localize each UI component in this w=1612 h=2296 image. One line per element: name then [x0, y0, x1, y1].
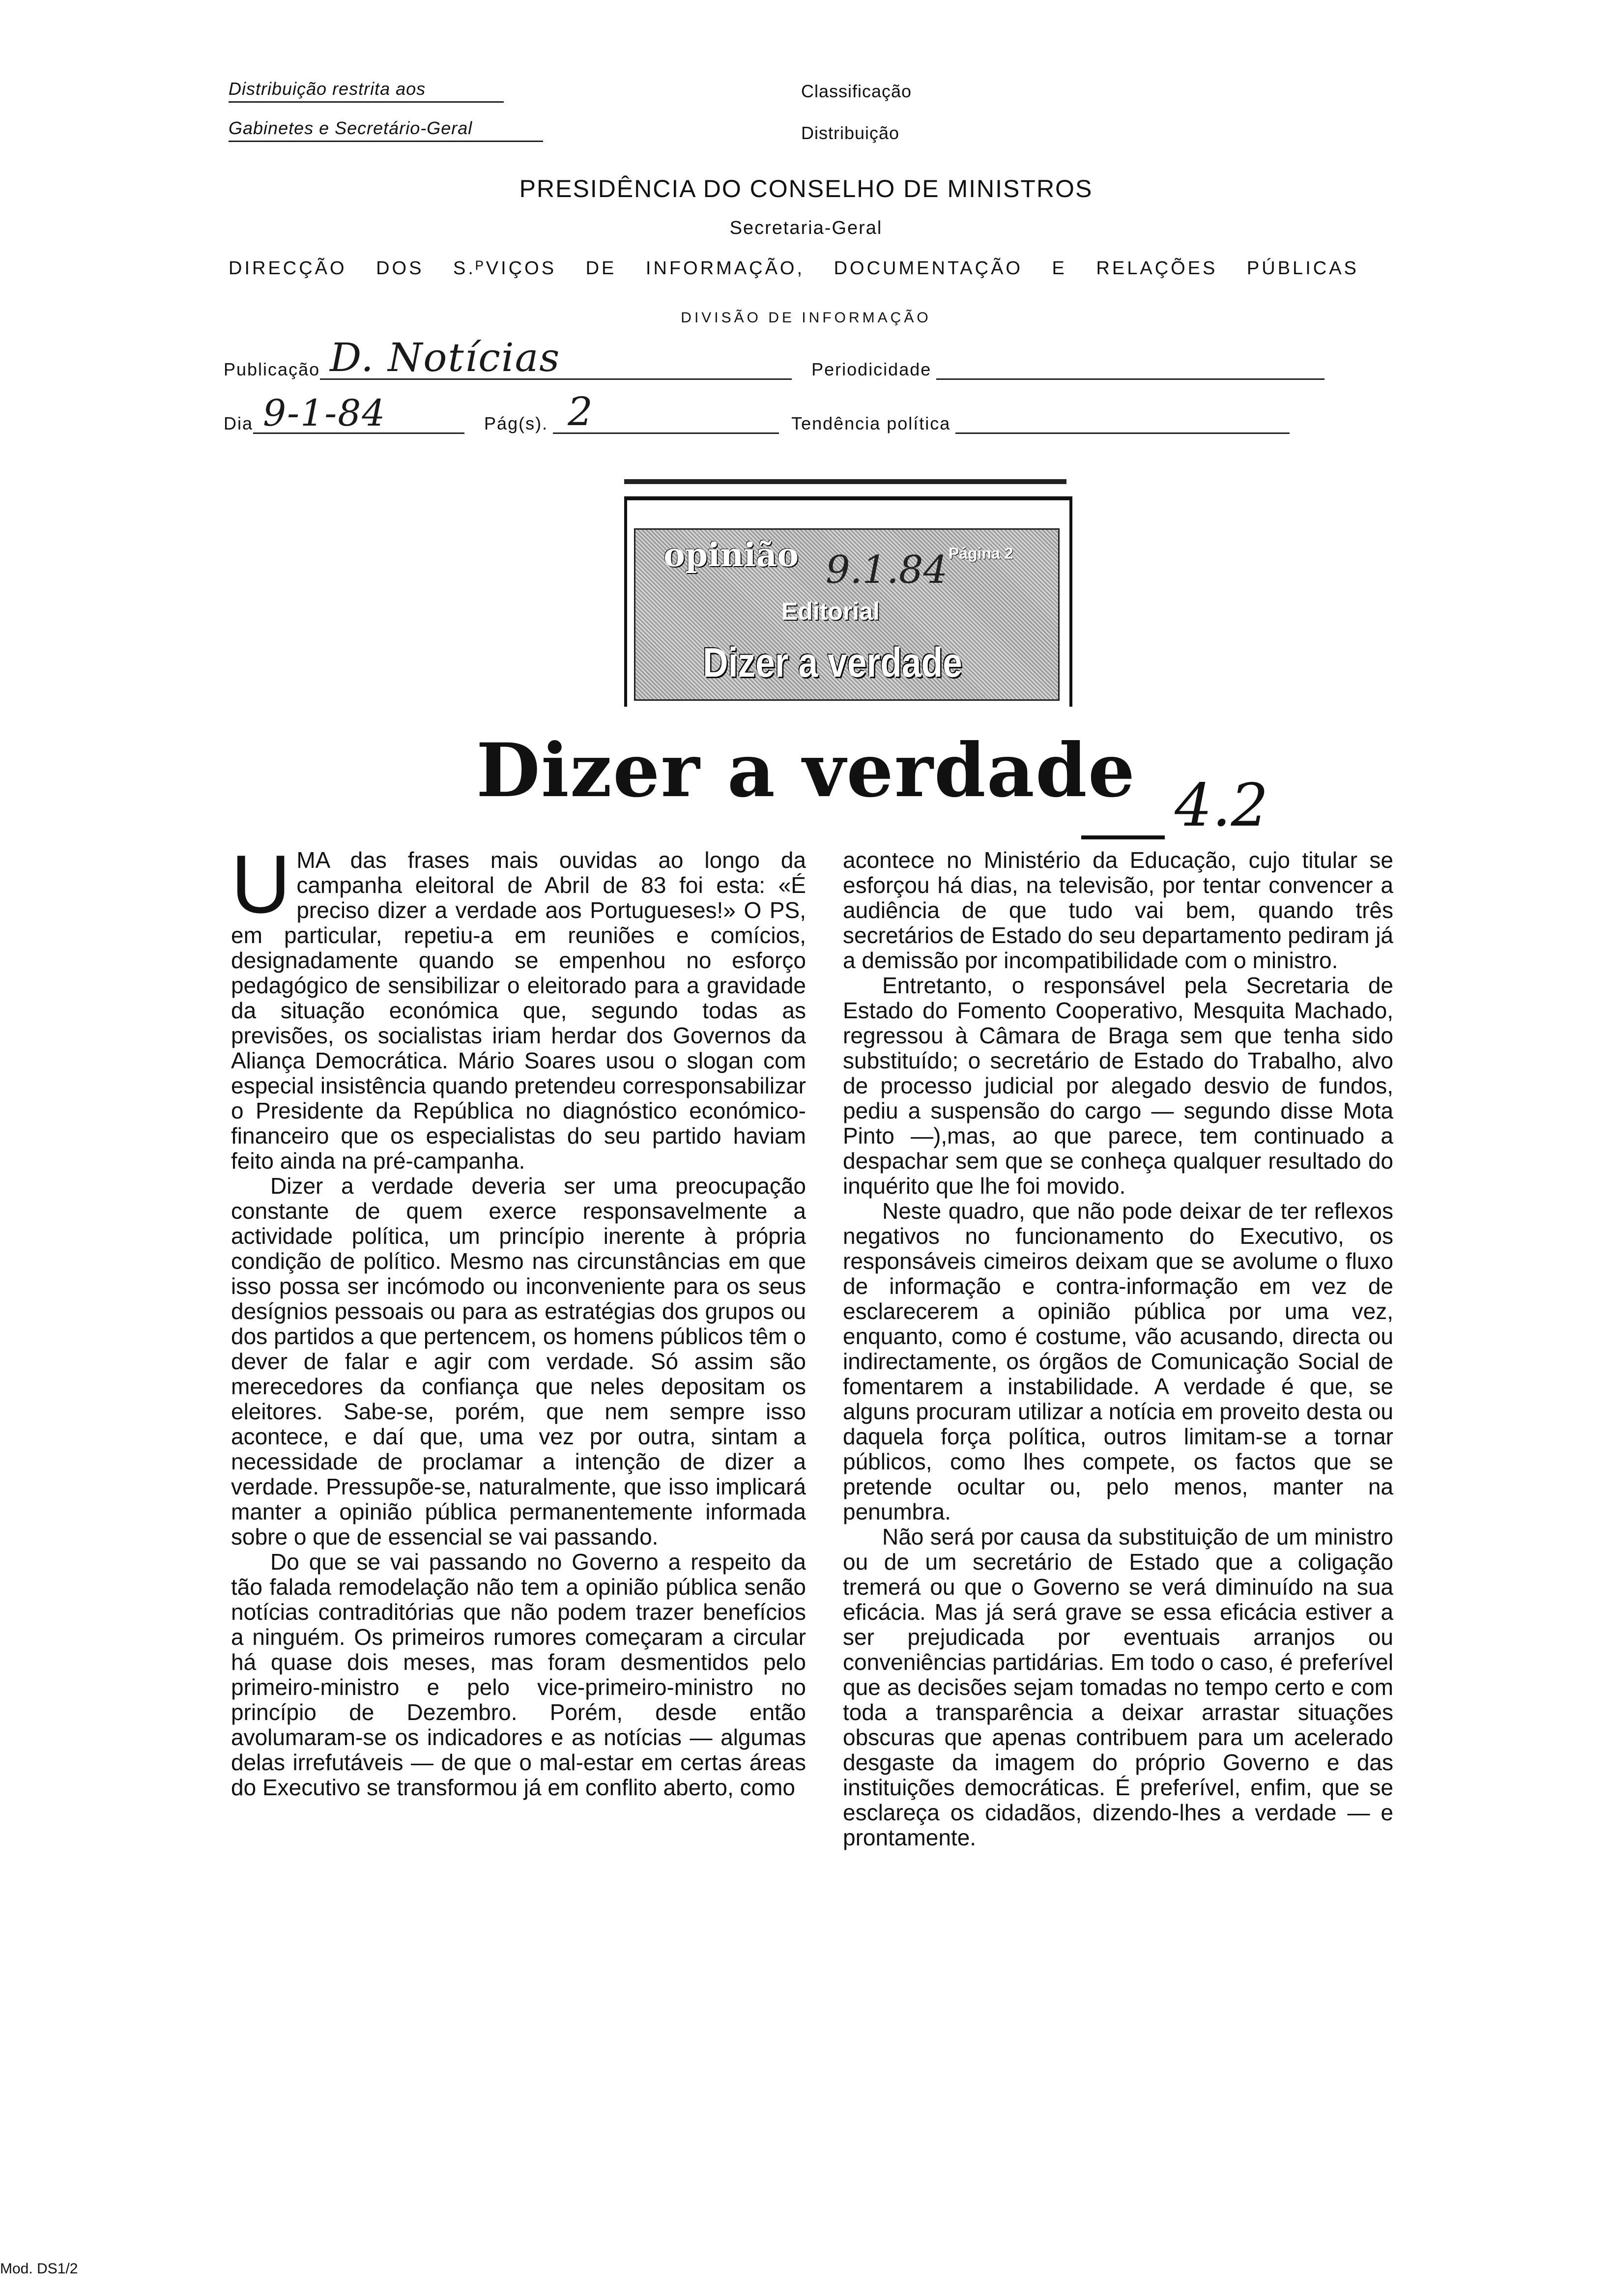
- distribuicao-label: Distribuição: [801, 123, 900, 143]
- handwritten-dash: [1081, 835, 1165, 839]
- banner-handwritten-date: 9.1.84: [826, 548, 948, 592]
- article-paragraph: Neste quadro, que não pode deixar de ter reflexos negativos no funcionamento do Executivo, os responsáveis cimeiros deixam que se avolume o fluxo de informação e contra-informação em vez de esclarecerem a opinião pública por uma vez, enquanto, como é costume, vão acusando, directa ou indirectamente, os órgãos de Comunicação Social de fomentarem a instabilidade. A verdade é que, se alguns procuram utilizar a notícia em proveito desta ou daquela força política, outros limitam-se a tornar públicos, como lhes compete, os factos que se pretende ocultar ou, pelo menos, manter na penumbra.: [843, 1198, 1393, 1524]
- form-code: Mod. DS1/2: [0, 2261, 78, 2277]
- tendencia-label: Tendência política: [791, 413, 951, 433]
- article-column-right: [843, 848, 1393, 1850]
- banner-section-label: opinião: [663, 536, 799, 574]
- article-paragraph: acontece no Ministério da Educação, cujo titular se esforçou há dias, na televisão, por tentar convencer a audiência de que tudo vai bem, quando três secretários de Estado do seu departamento pediram já a demissão por incompatibilidade com o ministro.: [843, 847, 1393, 973]
- direccao-word: S.ᴾVIÇOS: [453, 258, 557, 279]
- restricted-distribution-line-1: Distribuição restrita aos: [229, 79, 504, 103]
- pags-label: Pág(s).: [484, 413, 548, 433]
- direccao-heading: [229, 258, 1359, 279]
- dropcap: U: [231, 838, 291, 930]
- publicacao-label: Publicação: [224, 359, 320, 379]
- article-column-left: [231, 838, 806, 1800]
- direccao-word: PÚBLICAS: [1246, 258, 1359, 279]
- article-paragraph: Do que se vai passando no Governo a respeito da tão falada remodelação não tem a opinião pública senão notícias contraditórias que não podem trazer benefícios a ninguém. Os primeiros rumores começaram a circular há quase dois meses, mas foram desmentidos pelo primeiro-ministro e pelo vice-primeiro-ministro no princípio de Dezembro. Porém, desde então avolumaram-se os indicadores e as notícias — algumas delas irrefutáveis — de que o mal-estar em certas áreas do Executivo se transformou já em conflito aberto, como: [231, 1549, 806, 1800]
- clipping-top-rule: [624, 479, 1066, 484]
- banner-title: Dizer a verdade: [703, 639, 962, 686]
- publicacao-field: [320, 335, 792, 380]
- banner-page-label: Página 2: [949, 545, 1013, 562]
- secretaria-heading: Secretaria-Geral: [729, 218, 883, 238]
- dia-field: [253, 392, 464, 434]
- periodicidade-label: Periodicidade: [811, 359, 932, 379]
- article-paragraph: UMA das frases mais ouvidas ao longo da campanha eleitoral de Abril de 83 foi esta: «É preciso dizer a verdade aos Portugueses!» O PS, em particular, repetiu-a em reuniões e comícios, designadamente quando se empenhou no esforço pedagógico de sensibilizar o eleitorado para a gravidade da situação económica que, segundo todas as previsões, os socialistas iriam herdar dos Governos da Aliança Democrática. Mário Soares usou o slogan com especial insistência quando pretendeu corresponsabilizar o Presidente da República no diagnóstico económico-financeiro que os especialistas do seu partido haviam feito ainda na pré-campanha.: [231, 838, 806, 1174]
- tendencia-field: [955, 408, 1290, 434]
- pags-handwritten-value: 2: [568, 389, 594, 434]
- direccao-word: RELAÇÕES: [1096, 258, 1218, 279]
- dia-row: [224, 389, 1290, 434]
- restricted-distribution-line-2: Gabinetes e Secretário-Geral: [229, 118, 543, 142]
- classificacao-label: Classificação: [801, 81, 912, 101]
- direccao-word: INFORMAÇÃO,: [645, 258, 805, 279]
- publicacao-row: [224, 335, 1324, 380]
- article-headline: Dizer a verdade: [476, 727, 1136, 814]
- handwritten-mark: 4.2: [1175, 772, 1268, 840]
- banner-editorial-label: Editorial: [781, 598, 880, 625]
- direccao-word: DOS: [376, 258, 424, 279]
- article-paragraph: Dizer a verdade deveria ser uma preocupação constante de quem exerce responsavelmente a actividade política, um princípio inerente à própria condição de político. Mesmo nas circunstâncias em que isso possa ser incómodo ou inconveniente para os seus desígnios pessoais ou para as estratégias dos grupos ou dos partidos a que pertencem, os homens públicos têm o dever de falar e agir com verdade. Só assim são merecedores da confiança que neles depositam os eleitores. Sabe-se, porém, que nem sempre isso acontece, e daí que, uma vez por outra, sintam a necessidade de proclamar a intenção de dizer a verdade. Pressupõe-se, naturalmente, que isso implicará manter a opinião pública permanentemente informada sobre o que de essencial se vai passando.: [231, 1173, 806, 1550]
- presidency-heading: PRESIDÊNCIA DO CONSELHO DE MINISTROS: [519, 175, 1093, 202]
- direccao-word: DE: [585, 258, 617, 279]
- article-paragraph: Não será por causa da substituição de um ministro ou de um secretário de Estado que a coligação tremerá ou que o Governo se verá diminuído na sua eficácia. Mas já será grave se essa eficácia estiver a ser prejudicada por eventuais arranjos ou conveniências partidárias. Em todo o caso, é preferível que as decisões sejam tomadas no tempo certo e com toda a transparência a deixar arrastar situações obscuras que apenas contribuem para um acelerado desgaste da imagem do próprio Governo e das instituições democráticas. É preferível, enfim, que se esclareça os cidadãos, dizendo-lhes a verdade — e prontamente.: [843, 1524, 1393, 1850]
- publicacao-handwritten-value: D. Notícias: [330, 335, 561, 380]
- periodicidade-field: [936, 354, 1324, 380]
- pags-field: [553, 389, 779, 434]
- article-paragraph: Entretanto, o responsável pela Secretaria de Estado do Fomento Cooperativo, Mesquita Machado, regressou à Câmara de Braga sem que tenha sido substituído; o secretário de Estado do Trabalho, alvo de processo judicial por alegado desvio de fundos, pediu a suspensão do cargo — segundo disse Mota Pinto —),mas, ao que parece, tem continuado a despachar sem que se conheça qualquer resultado do inquérito que lhe foi movido.: [843, 973, 1393, 1199]
- divisao-heading: DIVISÃO DE INFORMAÇÃO: [681, 310, 931, 326]
- direccao-word: DOCUMENTAÇÃO: [834, 258, 1023, 279]
- direccao-word: E: [1052, 258, 1067, 279]
- dia-label: Dia: [224, 413, 254, 433]
- dia-handwritten-value: 9-1-84: [263, 392, 386, 434]
- direccao-word: DIRECÇÃO: [229, 258, 347, 279]
